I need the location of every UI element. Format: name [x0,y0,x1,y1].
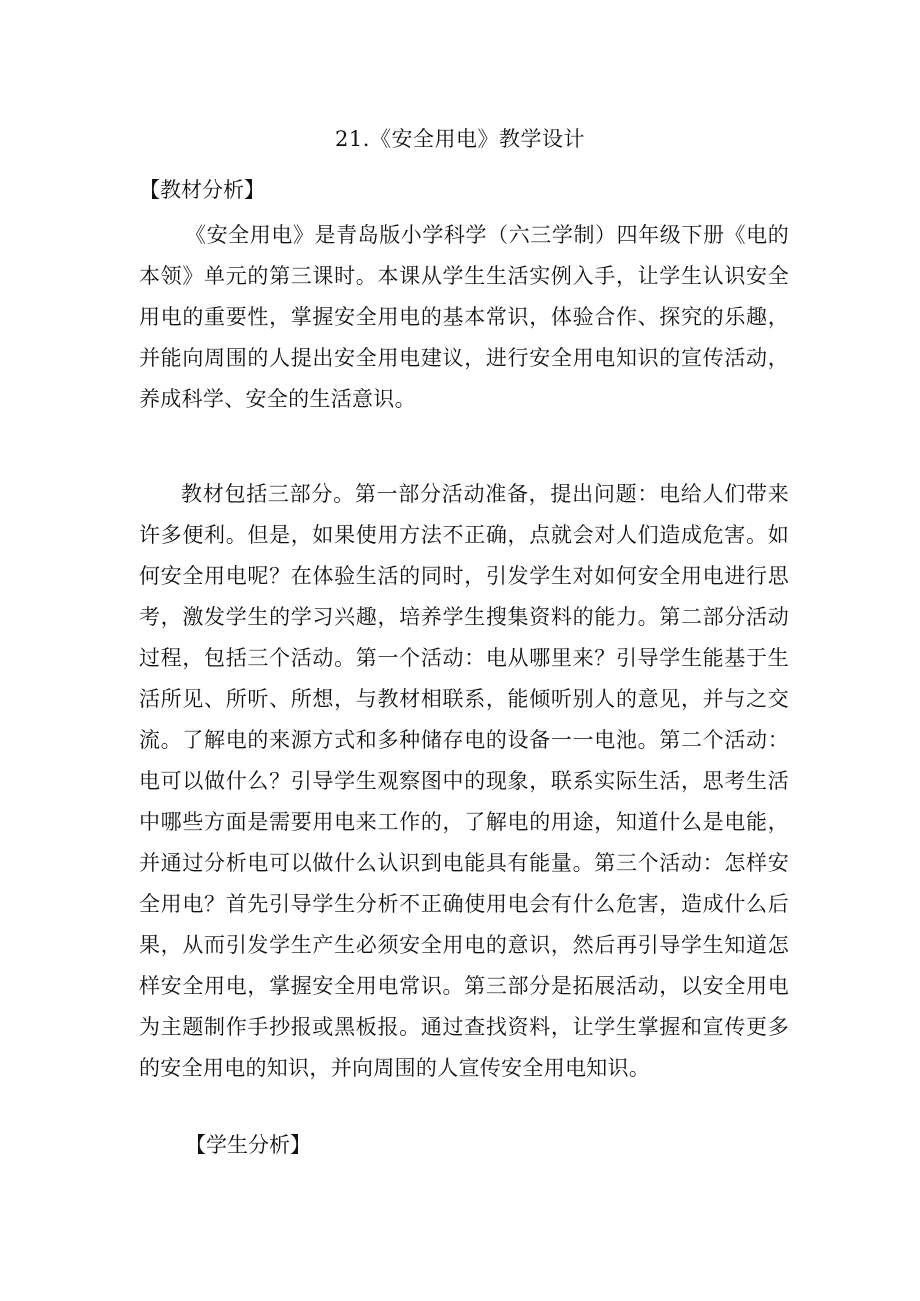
paragraph-textbook-intro: 《安全用电》是青岛版小学科学（六三学制）四年级下册《电的本领》单元的第三课时。本课从学生生活实例入手，让学生认识安全用电的重要性，掌握安全用电的基本常识，体验合作、探究的乐趣，并能向周围的人提出安全用电建议，进行安全用电知识的宣传活动，养成科学、安全的生活意识。 [139,223,789,411]
document-title: 21.《安全用电》教学设计 [335,127,585,151]
section-heading-student-analysis: 【学生分析】 [185,1133,311,1157]
section-heading-textbook-analysis: 【教材分析】 [139,178,265,202]
paragraph-textbook-structure: 教材包括三部分。第一部分活动准备，提出问题：电给人们带来许多便利。但是，如果使用方法不正确，点就会对人们造成危害。如何安全用电呢？在体验生活的同时，引发学生对如何安全用电进行思考，激发学生的学习兴趣，培养学生搜集资料的能力。第二部分活动过程，包括三个活动。第一个活动：电从哪里来？引导学生能基于生活所见、所听、所想，与教材相联系，能倾听别人的意见，并与之交流。了解电的来源方式和多种储存电的设备一一电池。第二个活动：电可以做什么？引导学生观察图中的现象，联系实际生活，思考生活中哪些方面是需要用电来工作的，了解电的用途，知道什么是电能，并通过分析电可以做什么认识到电能具有能量。第三个活动：怎样安全用电？首先引导学生分析不正确使用电会有什么危害，造成什么后果，从而引发学生产生必须安全用电的意识，然后再引导学生知道怎样安全用电，掌握安全用电常识。第三部分是拓展活动，以安全用电为主题制作手抄报或黑板报。通过查找资料，让学生掌握和宣传更多的安全用电的知识，并向周围的人宣传安全用电知识。 [139,482,789,1080]
